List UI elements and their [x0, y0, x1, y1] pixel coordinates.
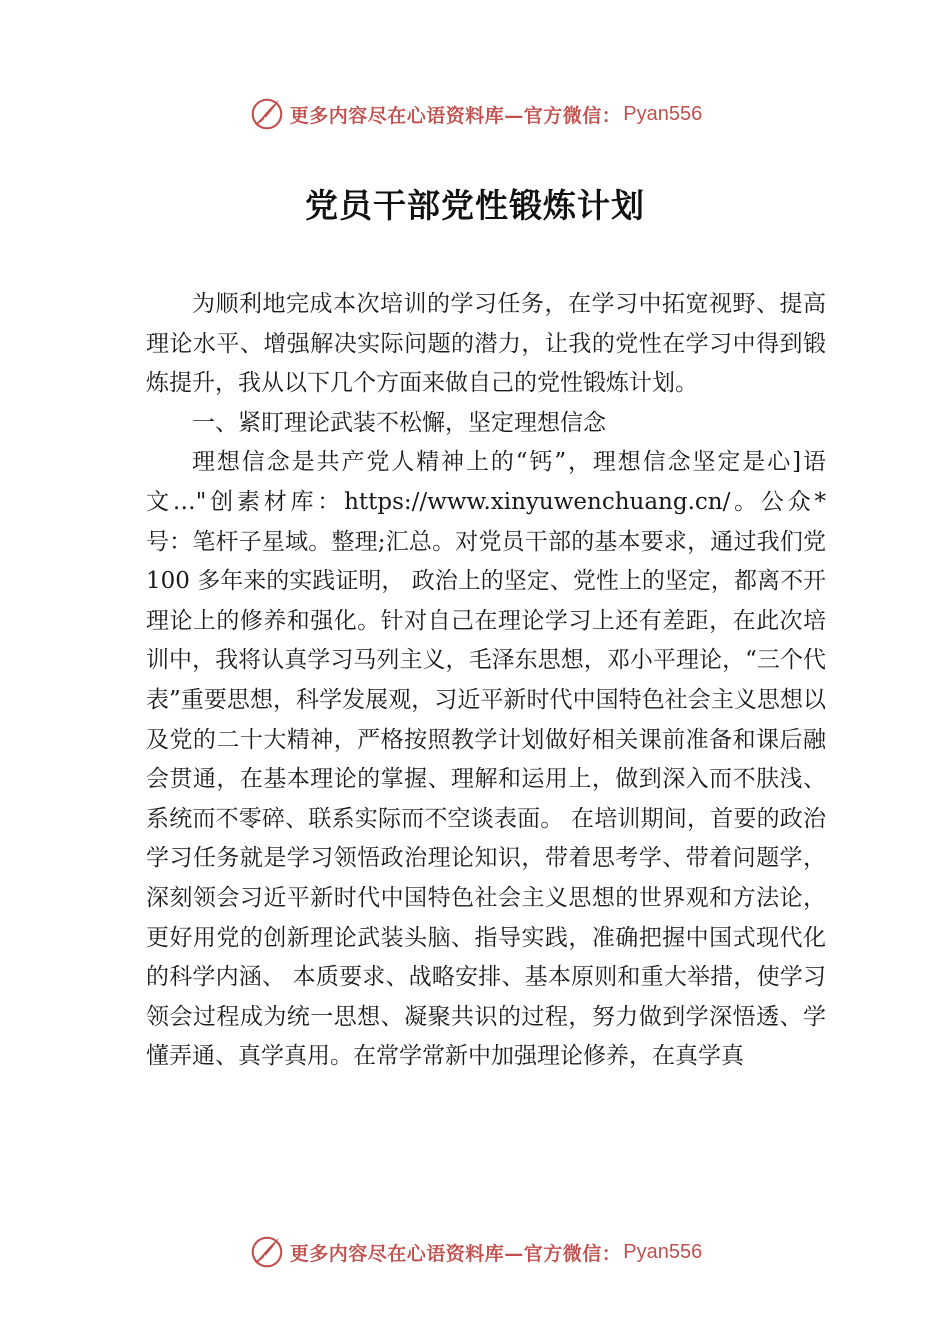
- header-watermark-text: [290, 101, 702, 128]
- document-body: [146, 285, 826, 1077]
- header-watermark-id: Pyan556: [623, 102, 703, 125]
- body-paragraph: 理想信念是共产党人精神上的“钙”，理想信念坚定是心]语文…"创素材库：https://www.xinyuwenchuang.cn/。公众*号：笔杆子星域。整理;汇总。对党员干部的基本要求，通过我们党 100 多年来的实践证明， 政治上的坚定、党性上的坚定，都离不开理论上的修养和强化。针对自己在理论学习上还有差距，在此次培训中，我将认真学习马列主义，毛泽东思想，邓小平理论，“三个代表”重要思想，科学发展观，习近平新时代中国特色社会主义思想以及党的二十大精神，严格按照教学计划做好相关课前准备和课后融会贯通，在基本理论的掌握、理解和运用上，做到深入而不肤浅、系统而不零碎、联系实际而不空谈表面。 在培训期间，首要的政治学习任务就是学习领悟政治理论知识，带着思考学、带着问题学，深刻领会习近平新时代中国特色社会主义思想的世界观和方法论，更好用党的创新理论武装头脑、指导实践，准确把握中国式现代化的科学内涵、 本质要求、战略安排、基本原则和重大举措，使学习领会过程成为统一思想、凝聚共识的过程，努力做到学深悟透、学懂弄通、真学真用。在常学常新中加强理论修养，在真学真: [146, 449, 826, 1070]
- section-heading: 一、紧盯理论武装不松懈，坚定理想信念: [192, 409, 606, 436]
- quill-logo-icon: [248, 1233, 286, 1271]
- intro-paragraph: 为顺利地完成本次培训的学习任务，在学习中拓宽视野、提高理论水平、增强解决实际问题的潜力，让我的党性在学习中得到锻炼提升，我从以下几个方面来做自己的党性锻炼计划。: [146, 291, 826, 397]
- header-watermark-label: 更多内容尽在心语资料库—官方微信：: [289, 104, 622, 127]
- document-title: 党员干部党性锻炼计划: [305, 186, 645, 225]
- header-watermark-banner: [0, 92, 950, 136]
- footer-watermark-label: 更多内容尽在心语资料库—官方微信：: [289, 1242, 622, 1265]
- footer-watermark-id: Pyan556: [623, 1240, 703, 1263]
- footer-watermark-text: [290, 1239, 702, 1266]
- quill-logo-icon: [248, 95, 286, 133]
- footer-watermark-banner: [0, 1230, 950, 1274]
